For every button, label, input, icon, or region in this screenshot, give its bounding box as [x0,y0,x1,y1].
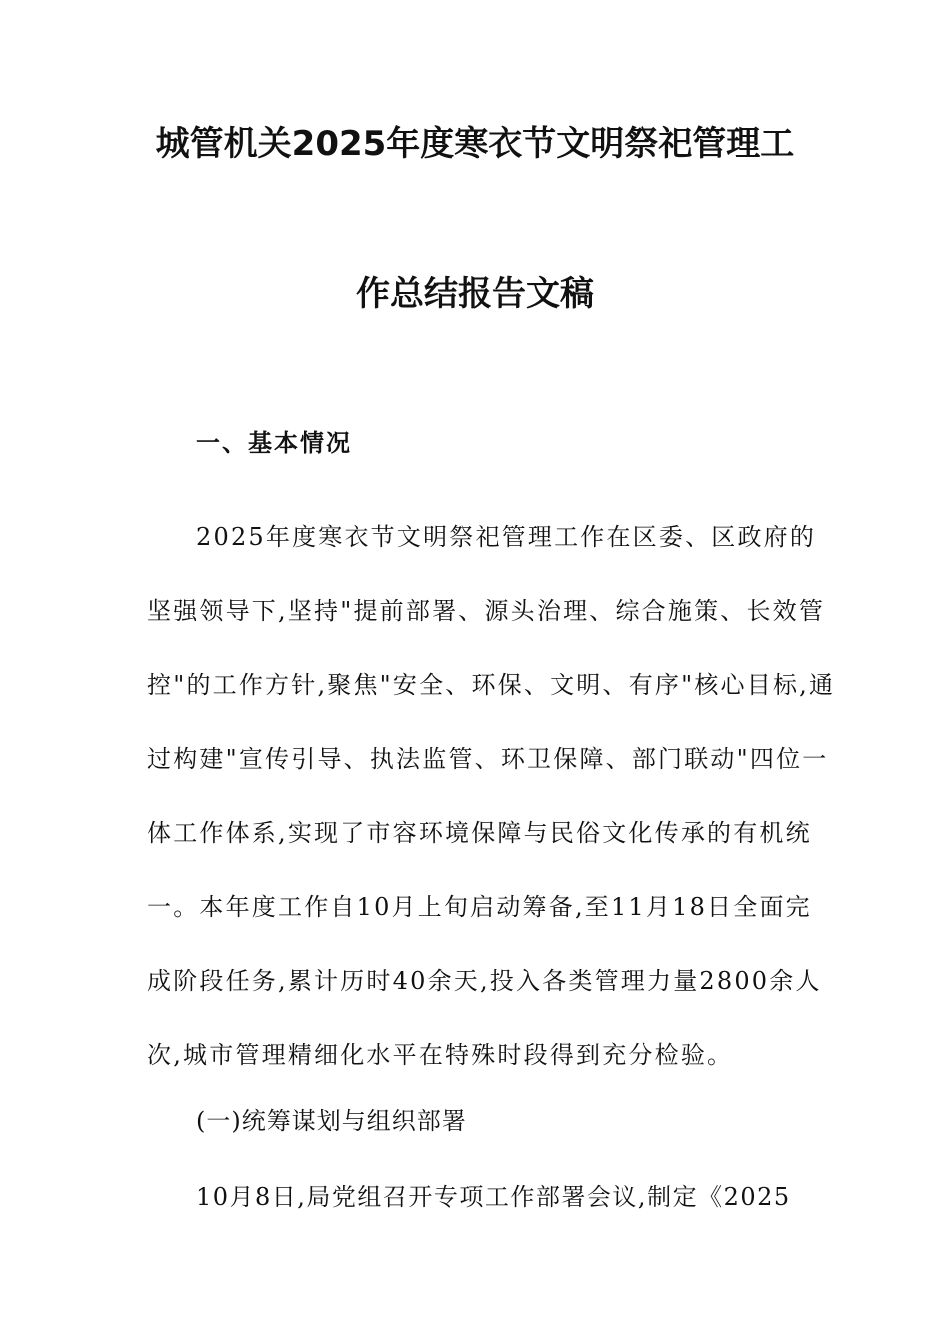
paragraph-line: 体工作体系,实现了市容环境保障与民俗文化传承的有机统 [147,819,812,847]
paragraph-line: 过构建"宣传引导、执法监管、环卫保障、部门联动"四位一 [147,745,829,773]
paragraph-line: 成阶段任务,累计历时40余天,投入各类管理力量2800余人 [147,967,822,995]
paragraph-line: 次,城市管理精细化水平在特殊时段得到充分检验。 [147,1041,734,1069]
paragraph-basic-situation [147,500,836,1092]
paragraph-line: 坚强领导下,坚持"提前部署、源头治理、综合施策、长效管 [147,597,826,625]
section-heading-basic-situation: 一、基本情况 [196,428,352,457]
paragraph-planning-start: 10月8日,局党组召开专项工作部署会议,制定《2025 [196,1183,791,1211]
paragraph-line: 2025年度寒衣节文明祭祀管理工作在区委、区政府的 [196,523,817,551]
document-title-line-2: 作总结报告文稿 [356,274,594,314]
paragraph-line: 控"的工作方针,聚焦"安全、环保、文明、有序"核心目标,通 [147,671,836,699]
document-title-line-1: 城管机关2025年度寒衣节文明祭祀管理工 [155,124,795,164]
subsection-heading-planning: (一)统筹谋划与组织部署 [196,1107,467,1135]
paragraph-line: 一。本年度工作自10月上旬启动筹备,至11月18日全面完 [147,893,812,921]
